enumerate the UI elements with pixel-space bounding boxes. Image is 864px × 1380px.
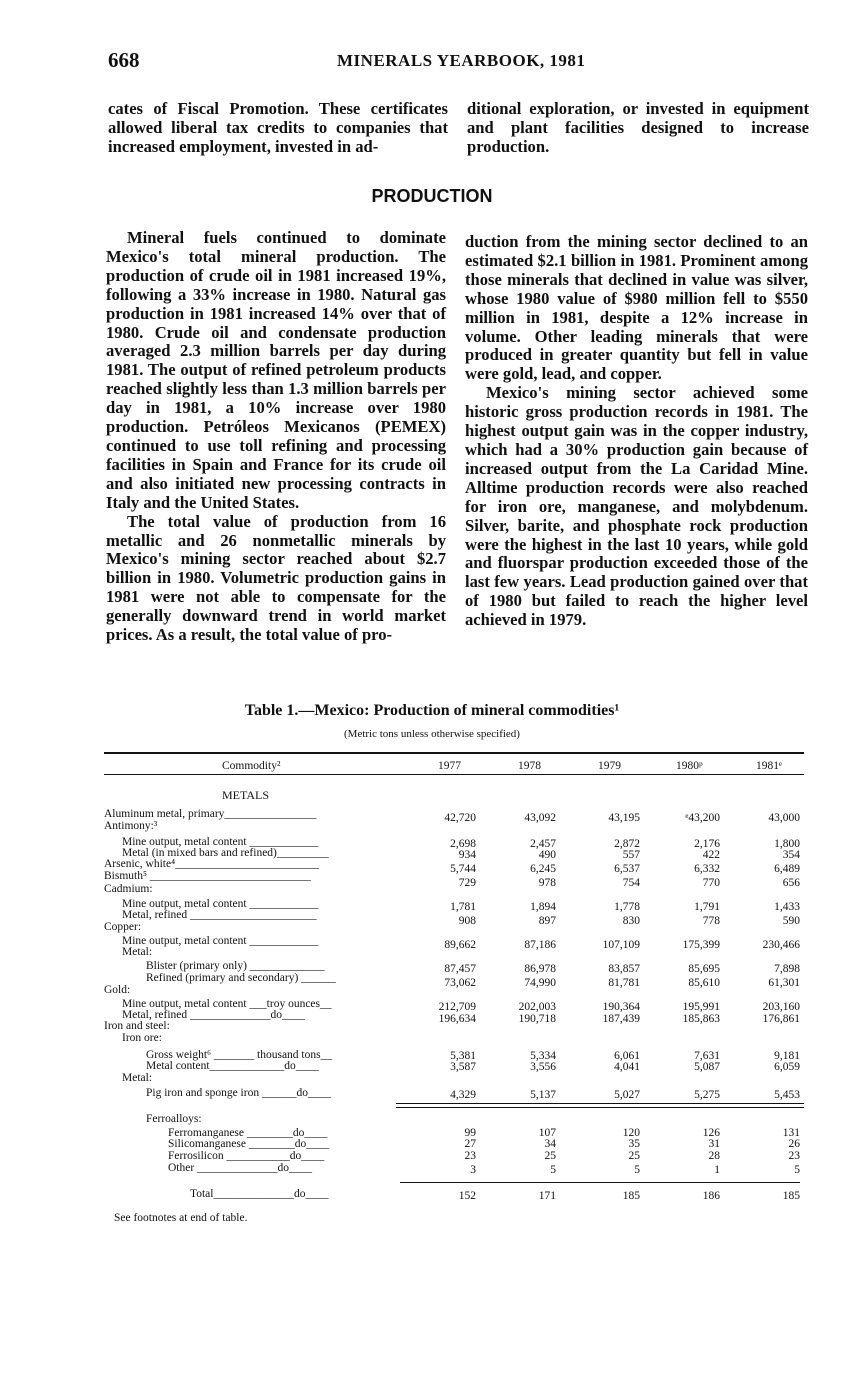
table-cell: 185	[782, 1190, 800, 1202]
row-label: Bismuth⁵ ____________________________	[104, 870, 311, 882]
table-cell: 770	[702, 877, 720, 889]
table-cell: 196,634	[438, 1013, 476, 1025]
table-cell: 6,537	[614, 863, 640, 875]
paragraph: Mineral fuels continued to dominate Mexico's total mineral production. The production of crude oil in 1981 increased 19%, following a 33% increase in 1980. Natural gas production in 1981 increased 14% over that of 1980. Crude oil and condensate production averaged 2.3 million barrels per day during 1981. The output of refined petroleum products reached slightly less than 1.3 million barrels per day in 1981, a 10% increase over 1980 production. Petróleos Mexicanos (PEMEX) continued to use toll refining and processing facilities in Spain and France for its crude oil and also initiated new processing contracts in Italy and the United States.	[106, 228, 446, 512]
table-cell: 190,364	[602, 1001, 640, 1013]
paragraph: The total value of production from 16 metallic and 26 nonmetallic minerals by Mexico's mining sector reached about $2.7 billion in 1980. Volumetric production gains in 1981 were not able to compensate for the generally downward trend in world market prices. As a result, the total value of pro-	[106, 511, 446, 645]
row-label: Pig iron and sponge iron ______do____	[146, 1087, 331, 1099]
table-cell: 422	[702, 849, 720, 861]
table-cell: 1,791	[694, 901, 720, 913]
table-cell: 43,092	[524, 812, 556, 824]
table-cell: 1,894	[530, 901, 556, 913]
table-cell: 85,695	[688, 963, 720, 975]
continued-paragraph-left: cates of Fiscal Promotion. These certificates allowed liberal tax credits to companies that increased employment, invested in ad-	[108, 99, 448, 156]
table-cell: 830	[622, 915, 640, 927]
table-cell: 729	[458, 877, 476, 889]
table-cell: 897	[538, 915, 556, 927]
table-cell: 754	[622, 877, 640, 889]
table-cell: 7,898	[774, 963, 800, 975]
table-cell: 5,381	[450, 1050, 476, 1062]
table-cell: 203,160	[762, 1001, 800, 1013]
row-label: Mine output, metal content ____________	[122, 898, 319, 910]
row-label: Ferroalloys:	[146, 1113, 202, 1125]
row-label: Mine output, metal content ____________	[122, 935, 319, 947]
row-label: Total______________do____	[190, 1188, 329, 1200]
table-cell: 43,195	[608, 812, 640, 824]
table-cell: 202,003	[518, 1001, 556, 1013]
table-cell: 1,778	[614, 901, 640, 913]
ferro-rule-1	[396, 1103, 804, 1104]
row-label: Mine output, metal content ____________	[122, 836, 319, 848]
header-1979: 1979	[598, 760, 621, 772]
table-cell: 27	[464, 1138, 476, 1150]
row-label: Ferrosilicon ___________do____	[168, 1150, 325, 1162]
table-cell: 23	[464, 1150, 476, 1162]
table-subtitle: (Metric tons unless otherwise specified)	[344, 728, 520, 740]
table-cell: 85,610	[688, 977, 720, 989]
row-label: Cadmium:	[104, 883, 153, 895]
table-cell: 31	[708, 1138, 720, 1150]
table-cell: 26	[788, 1138, 800, 1150]
row-label: Antimony:³	[104, 820, 158, 832]
table-cell: 9,181	[774, 1050, 800, 1062]
body-column-right	[465, 233, 808, 630]
row-label: Other ______________do____	[168, 1162, 313, 1174]
table-cell: 1,781	[450, 901, 476, 913]
table-cell: 5,334	[530, 1050, 556, 1062]
header-commodity: Commodity²	[222, 760, 281, 772]
table-cell: 152	[458, 1190, 476, 1202]
table-cell: 5,087	[694, 1061, 720, 1073]
table-cell: 195,991	[682, 1001, 720, 1013]
table-cell: 2,176	[694, 838, 720, 850]
table-footnote: See footnotes at end of table.	[114, 1212, 248, 1224]
table-cell: 6,061	[614, 1050, 640, 1062]
table-cell: 978	[538, 877, 556, 889]
header-1980: 1980ᵖ	[676, 760, 703, 772]
table-cell: 99	[464, 1127, 476, 1139]
table-cell: 42,720	[444, 812, 476, 824]
table-cell: 1	[714, 1164, 720, 1176]
table-cell: 25	[544, 1150, 556, 1162]
table-cell: 3,556	[530, 1061, 556, 1073]
table-cell: 6,245	[530, 863, 556, 875]
table-cell: 6,332	[694, 863, 720, 875]
header-rule	[104, 774, 804, 775]
table-cell: 3,587	[450, 1061, 476, 1073]
table-cell: 5	[550, 1164, 556, 1176]
table-cell: 5,275	[694, 1089, 720, 1101]
table-cell: 5	[794, 1164, 800, 1176]
table-cell: 81,781	[608, 977, 640, 989]
row-label: Iron ore:	[122, 1032, 162, 1044]
table-cell: 120	[622, 1127, 640, 1139]
table-cell: 87,186	[524, 939, 556, 951]
table-cell: 6,489	[774, 863, 800, 875]
table-cell: 557	[622, 849, 640, 861]
table-cell: 74,990	[524, 977, 556, 989]
row-label: Metal:	[122, 1072, 153, 1084]
table-cell: 186	[702, 1190, 720, 1202]
ferro-rule-2	[396, 1107, 804, 1108]
row-label: Gold:	[104, 984, 131, 996]
section-label: METALS	[222, 788, 270, 802]
table-cell: 185	[622, 1190, 640, 1202]
table-cell: 908	[458, 915, 476, 927]
table-cell: 73,062	[444, 977, 476, 989]
row-label: Mine output, metal content ___troy ounces__	[122, 998, 332, 1010]
row-label: Silicomanganese ________do____	[168, 1138, 330, 1150]
header-1978: 1978	[518, 760, 541, 772]
table-cell: 4,329	[450, 1089, 476, 1101]
continued-paragraph-right: ditional exploration, or invested in equipment and plant facilities designed to increase production.	[467, 99, 809, 156]
table-cell: 2,872	[614, 838, 640, 850]
header-1981: 1981ᵉ	[756, 760, 782, 772]
table-cell: 5,453	[774, 1089, 800, 1101]
running-header: MINERALS YEARBOOK, 1981	[337, 51, 586, 70]
paragraph: Mexico's mining sector achieved some historic gross production records in 1981. The highest output gain was in the copper industry, which had a 30% production gain because of increased output from the La Caridad Mine. Alltime production records were also reached for iron ore, manganese, and molybdenum. Silver, barite, and phosphate rock production were the highest in the last 10 years, while gold and fluorspar production exceeded those of the last few years. Lead production gained over that of 1980 but failed to reach the higher level achieved in 1979.	[465, 383, 808, 630]
row-label: Metal:	[122, 946, 153, 958]
row-label: Aluminum metal, primary________________	[104, 808, 317, 820]
table-cell: 934	[458, 849, 476, 861]
row-label: Arsenic, white⁴_________________________	[104, 858, 319, 870]
table-cell: 354	[782, 849, 800, 861]
table-cell: 89,662	[444, 939, 476, 951]
table-cell: 34	[544, 1138, 556, 1150]
row-label: Metal (in mixed bars and refined)_________	[122, 847, 329, 859]
row-label: Metal, refined ______________do____	[122, 1009, 306, 1021]
table-cell: 5,744	[450, 863, 476, 875]
table-cell: 4,041	[614, 1061, 640, 1073]
table-cell: 490	[538, 849, 556, 861]
table-cell: 778	[702, 915, 720, 927]
page-number: 668	[108, 48, 140, 72]
table-cell: 5	[634, 1164, 640, 1176]
table-cell: 190,718	[518, 1013, 556, 1025]
table-cell: 175,399	[682, 939, 720, 951]
section-heading: PRODUCTION	[371, 186, 493, 206]
body-column-left	[106, 229, 446, 645]
row-label: Iron and steel:	[104, 1020, 170, 1032]
table-cell: 171	[538, 1190, 556, 1202]
table-cell: 43,000	[768, 812, 800, 824]
table-cell: 83,857	[608, 963, 640, 975]
table-cell: 185,863	[682, 1013, 720, 1025]
table-cell: 1,800	[774, 838, 800, 850]
table-cell: 590	[782, 915, 800, 927]
table-cell: 25	[628, 1150, 640, 1162]
total-rule	[400, 1182, 800, 1183]
table-cell: 107,109	[602, 939, 640, 951]
table-cell: ᵉ43,200	[685, 812, 720, 824]
row-label: Gross weight⁶ _______ thousand tons__	[146, 1049, 333, 1061]
table-cell: 87,457	[444, 963, 476, 975]
table-cell: 212,709	[438, 1001, 476, 1013]
table-cell: 2,698	[450, 838, 476, 850]
table-cell: 5,137	[530, 1089, 556, 1101]
table-cell: 131	[782, 1127, 800, 1139]
row-label: Refined (primary and secondary) ______	[146, 972, 336, 984]
table-cell: 126	[702, 1127, 720, 1139]
table-title: Table 1.—Mexico: Production of mineral commodities¹	[244, 702, 620, 719]
table-cell: 5,027	[614, 1089, 640, 1101]
table-cell: 1,433	[774, 901, 800, 913]
paragraph: duction from the mining sector declined to an estimated $2.1 billion in 1981. Prominent among those minerals that declined in value was silver, whose 1980 value of $980 million fell to $550 million in 1981, despite a 12% increase in volume. Other leading minerals that were produced in greater quantity but fell in value were gold, lead, and copper.	[465, 232, 808, 384]
table-cell: 107	[538, 1127, 556, 1139]
table-cell: 7,631	[694, 1050, 720, 1062]
table-cell: 230,466	[762, 939, 800, 951]
table-cell: 2,457	[530, 838, 556, 850]
table-cell: 61,301	[768, 977, 800, 989]
row-label: Ferromanganese ________do____	[168, 1127, 328, 1139]
table-cell: 187,439	[602, 1013, 640, 1025]
row-label: Metal, refined ______________________	[122, 909, 317, 921]
row-label: Blister (primary only) _____________	[146, 960, 325, 972]
table-cell: 23	[788, 1150, 800, 1162]
row-label: Copper:	[104, 921, 142, 933]
table-cell: 28	[708, 1150, 720, 1162]
table-cell: 3	[470, 1164, 476, 1176]
header-1977: 1977	[438, 760, 461, 772]
table-top-rule	[104, 752, 804, 754]
table-cell: 6,059	[774, 1061, 800, 1073]
table-cell: 35	[628, 1138, 640, 1150]
table-cell: 656	[782, 877, 800, 889]
table-cell: 86,978	[524, 963, 556, 975]
row-label: Metal content_____________do____	[146, 1060, 319, 1072]
table-cell: 176,861	[762, 1013, 800, 1025]
